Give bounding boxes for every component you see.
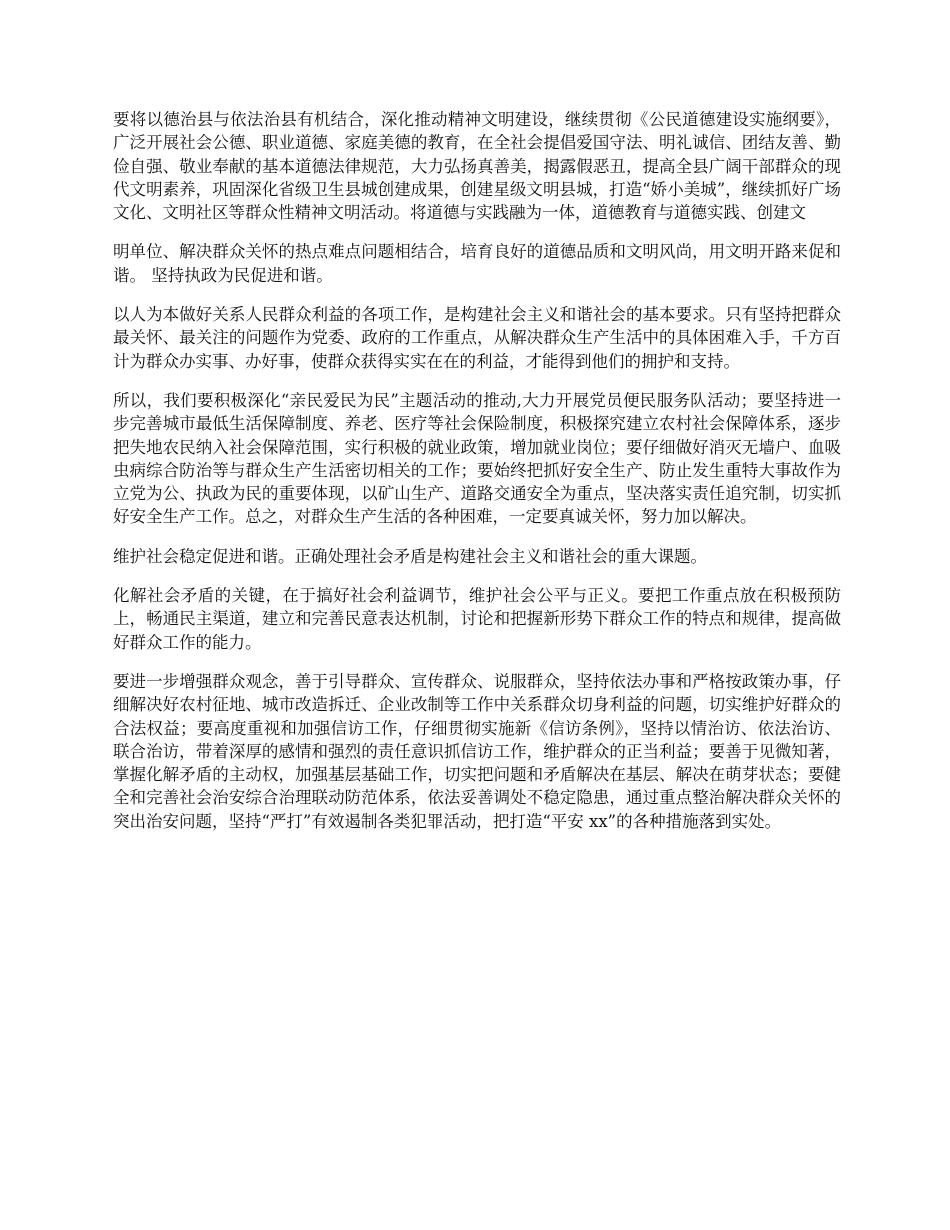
paragraph-2: 明单位、解决群众关怀的热点难点问题相结合，培育良好的道德品质和文明风尚，用文明开路来促和谐。 坚持执政为民促进和谐。 xyxy=(113,242,841,285)
paragraph-7: 要进一步增强群众观念，善于引导群众、宣传群众、说服群众，坚持依法办事和严格按政策办事，仔细解决好农村征地、城市改造拆迁、企业改制等工作中关系群众切身利益的问题，切实维护好群众的合法权益；要高度重视和加强信访工作，仔细贯彻实施新《信访条例》，坚持以情治访、依法治访、联合治访，带着深厚的感情和强烈的责任意识抓信访工作，维护群众的正当利益；要善于见微知著，掌握化解矛盾的主动权，加强基层基础工作，切实把问题和矛盾解决在基层、解决在萌芽状态；要健全和完善社会治安综合治理联动防范体系，依法妥善调处不稳定隐患，通过重点整治解决群众关怀的突出治安问题，坚持“严打”有效遏制各类犯罪活动，把打造“平安 xx”的各种措施落到实处。 xyxy=(113,671,841,831)
paragraph-1: 要将以德治县与依法治县有机结合，深化推动精神文明建设，继续贯彻《公民道德建设实施纲要》，广泛开展社会公德、职业道德、家庭美德的教育，在全社会提倡爱国守法、明礼诚信、团结友善、勤俭自强、敬业奉献的基本道德法律规范，大力弘扬真善美，揭露假恶丑，提高全县广阔干部群众的现代文明素养，巩固深化省级卫生县城创建成果，创建星级文明县城，打造“娇小美城”，继续抓好广场文化、文明社区等群众性精神文明活动。将道德与实践融为一体，道德教育与道德实践、创建文 xyxy=(113,110,841,223)
paragraph-4: 所以，我们要积极深化“亲民爱民为民”主题活动的推动,大力开展党员便民服务队活动；要坚持进一步完善城市最低生活保障制度、养老、医疗等社会保险制度，积极探究建立农村社会保障体系，逐步把失地农民纳入社会保障范围，实行积极的就业政策，增加就业岗位；要仔细做好消灭无墙户、血吸虫病综合防治等与群众生产生活密切相关的工作；要始终把抓好安全生产、防止发生重特大事故作为立党为公、执政为民的重要体现，以矿山生产、道路交通安全为重点，坚决落实责任追究制，切实抓好安全生产工作。总之，对群众生产生活的各种困难，一定要真诚关怀，努力加以解决。 xyxy=(113,390,841,527)
paragraph-6: 化解社会矛盾的关键，在于搞好社会利益调节，维护社会公平与正义。要把工作重点放在积极预防上，畅通民主渠道，建立和完善民意表达机制，讨论和把握新形势下群众工作的特点和规律，提高做好群众工作的能力。 xyxy=(113,586,841,652)
document-body xyxy=(113,108,841,849)
paragraph-5: 维护社会稳定促进和谐。正确处理社会矛盾是构建社会主义和谐社会的重大课题。 xyxy=(113,546,707,566)
paragraph-3: 以人为本做好关系人民群众利益的各项工作，是构建社会主义和谐社会的基本要求。只有坚持把群众最关怀、最关注的问题作为党委、政府的工作重点，从解决群众生产生活中的具体困难入手，千方百计为群众办实事、办好事，使群众获得实实在在的利益，才能得到他们的拥护和支持。 xyxy=(113,305,841,371)
